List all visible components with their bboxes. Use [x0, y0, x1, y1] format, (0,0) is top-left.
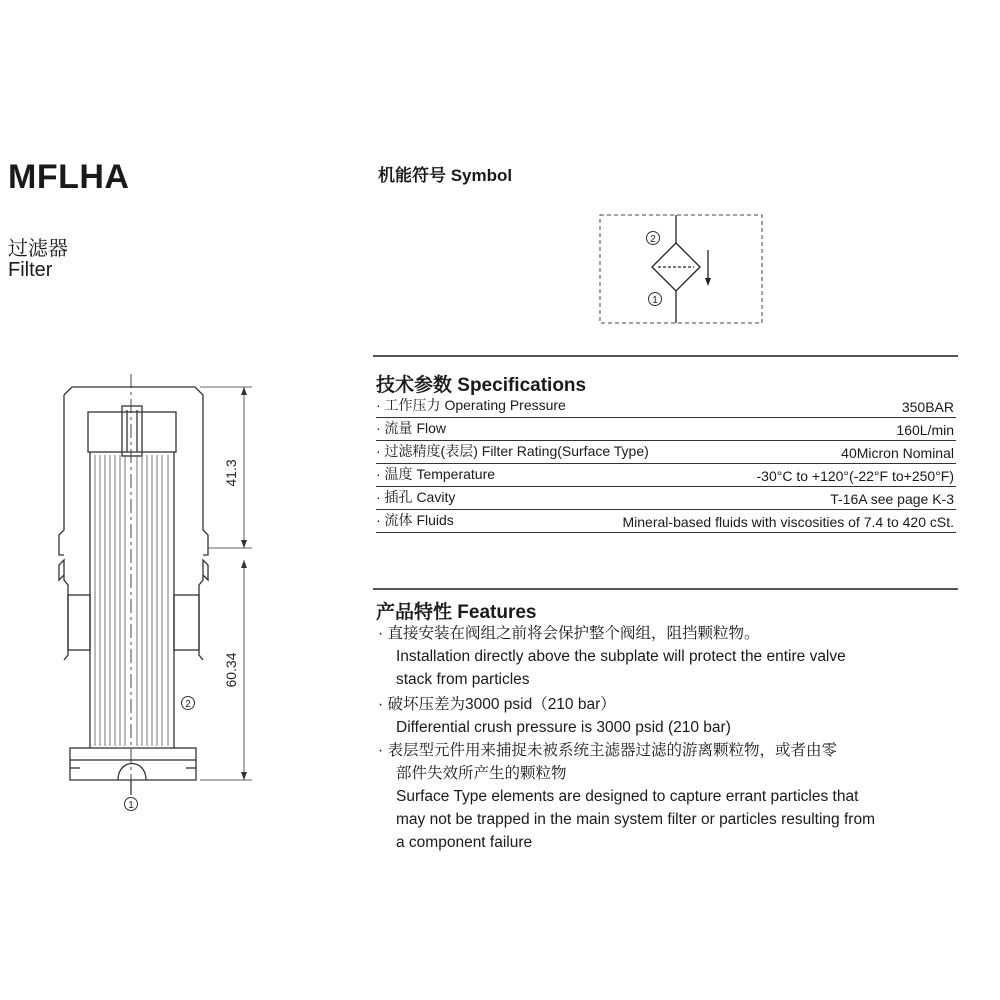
product-name-cn: 过滤器 [8, 238, 68, 260]
feature-text-en: a component failure [396, 834, 533, 851]
side-port-label: 2 [185, 699, 191, 710]
specifications-heading: 技术参数 Specifications [376, 375, 587, 396]
spec-label: · 流体 Fluids [376, 512, 454, 528]
spec-label: · 温度 Temperature [376, 466, 496, 482]
spec-row [376, 487, 956, 510]
spec-value: 160L/min [896, 422, 954, 438]
spec-value: 40Micron Nominal [841, 445, 954, 461]
spec-value: T-16A see page K-3 [830, 491, 954, 507]
spec-label: · 工作压力 Operating Pressure [376, 397, 566, 413]
feature-text-en: Differential crush pressure is 3000 psid (210 bar) [396, 719, 731, 736]
feature-text-cn: · 直接安装在阀组之前将会保护整个阀组，阻挡颗粒物。 [378, 625, 760, 642]
section-divider [373, 588, 958, 590]
dimension-lower-label: 60.34 [223, 652, 239, 688]
symbol-heading: 机能符号 Symbol [378, 166, 513, 185]
feature-text-en: stack from particles [396, 671, 530, 688]
feature-item [378, 693, 731, 739]
spec-value: 350BAR [901, 399, 954, 415]
symbol-port-bottom: 1 [652, 295, 658, 306]
spec-row [376, 441, 956, 464]
spec-label: · 流量 Flow [376, 420, 446, 436]
spec-row [376, 510, 956, 533]
spec-value: -30°C to +120°(-22°F to+250°F) [756, 468, 954, 484]
feature-item [378, 739, 875, 854]
feature-text-cn: · 破坏压差为3000 psid（210 bar） [378, 696, 616, 713]
hydraulic-symbol [595, 210, 767, 330]
feature-text-cn: · 表层型元件用来捕捉未被系统主滤器过滤的游离颗粒物，或者由零 [378, 742, 837, 759]
feature-text-en: may not be trapped in the main system filter or particles resulting from [396, 811, 875, 828]
feature-item [378, 622, 846, 691]
feature-text-en: Installation directly above the subplate will protect the entire valve [396, 648, 846, 665]
spec-value: Mineral-based fluids with viscosities of 7.4 to 420 cSt. [622, 514, 954, 530]
feature-text-cn: 部件失效所产生的颗粒物 [396, 765, 567, 782]
cartridge-drawing [40, 370, 280, 830]
model-title: MFLHA [8, 158, 130, 196]
features-heading: 产品特性 Features [376, 602, 537, 623]
spec-row [376, 464, 956, 487]
spec-label: · 插孔 Cavity [376, 489, 456, 505]
feature-text-en: Surface Type elements are designed to capture errant particles that [396, 788, 859, 805]
symbol-port-top: 2 [650, 234, 656, 245]
flow-arrow-icon [705, 278, 711, 286]
spec-label: · 过滤精度(表层) Filter Rating(Surface Type) [376, 443, 649, 459]
section-divider [373, 355, 958, 357]
dimension-upper-label: 41.3 [223, 459, 239, 487]
bottom-port-label: 1 [128, 800, 134, 811]
product-name-en: Filter [8, 259, 53, 281]
spec-row [376, 395, 956, 418]
spec-row [376, 418, 956, 441]
